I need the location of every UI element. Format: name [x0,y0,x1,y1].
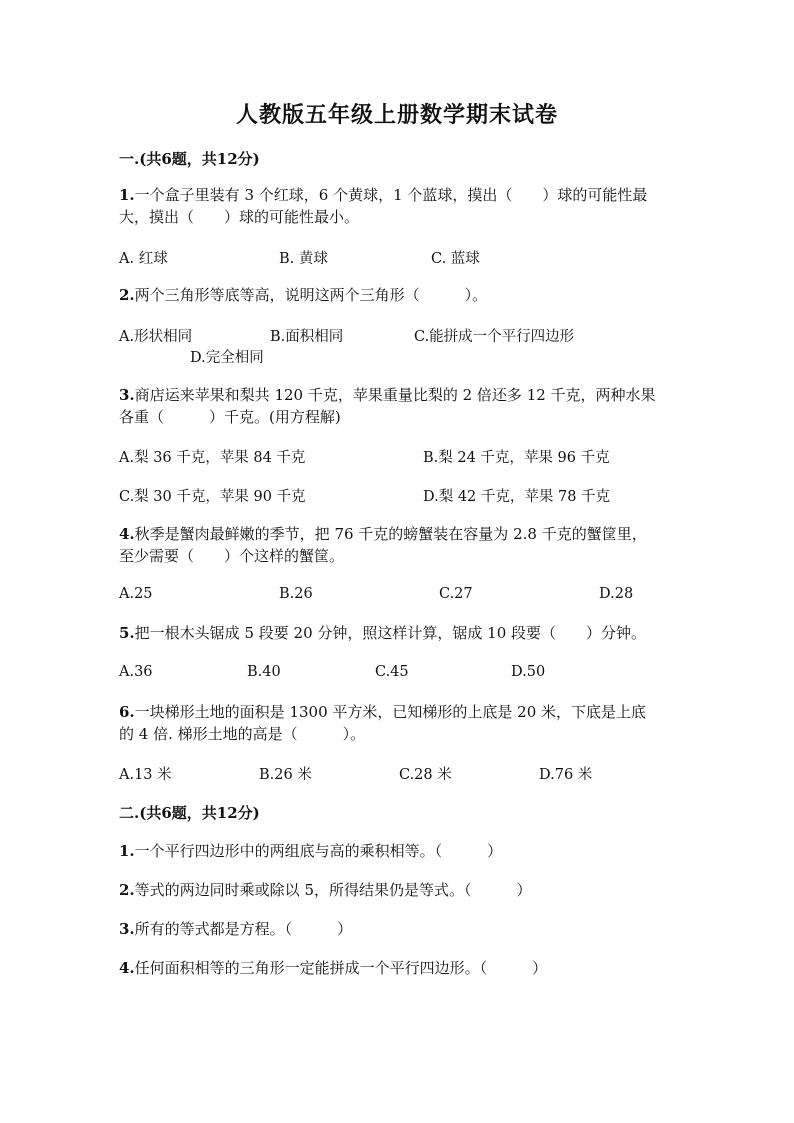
option-d[interactable]: D.28 [599,586,634,602]
question-number: 4. [119,525,135,543]
question-number: 6. [119,703,135,721]
section-heading-2: 二.(共6题，共12分) [119,804,260,822]
question-6 [119,701,679,745]
question-number: 2. [119,881,135,899]
option-b[interactable]: B. 黄球 [279,251,328,267]
question-text: 所有的等式都是方程。（ ） [134,920,353,938]
question-number: 5. [119,624,135,642]
option-c[interactable]: C.能拼成一个平行四边形 [414,329,575,345]
question-number: 4. [119,959,135,977]
option-c[interactable]: C.梨 30 千克，苹果 90 千克 [119,489,306,505]
question-text: 一块梯形土地的面积是 1300 平方米，已知梯形的上底是 20 米，下底是上底 [134,703,647,721]
question-text: 的 4 倍. 梯形土地的高是（ ）。 [119,725,366,743]
option-d[interactable]: D.50 [511,664,546,680]
option-b[interactable]: B.26 [279,586,313,602]
question-text: 把一根木头锯成 5 段要 20 分钟，照这样计算，锯成 10 段要（ ）分钟。 [134,624,647,642]
page-title: 人教版五年级上册数学期末试卷 [235,102,558,128]
question-text: 一个盒子里装有 3 个红球，6 个黄球，1 个蓝球，摸出（ ）球的可能性最 [134,186,648,204]
section-heading-1: 一.(共6题，共12分) [119,150,260,168]
judge-question-1 [119,840,679,862]
question-number: 3. [119,920,135,938]
question-text: 大，摸出（ ）球的可能性最小。 [119,208,360,226]
option-a[interactable]: A.13 米 [119,767,172,783]
question-4 [119,523,679,567]
question-1 [119,184,679,228]
question-text: 各重（ ）千克。(用方程解) [119,408,341,426]
option-d[interactable]: D.完全相同 [190,350,264,366]
option-b[interactable]: B.梨 24 千克，苹果 96 千克 [423,450,610,466]
judge-question-2 [119,879,679,901]
option-b[interactable]: B.26 米 [259,767,312,783]
judge-question-4 [119,957,679,979]
option-a[interactable]: A. 红球 [119,251,168,267]
question-5 [119,622,679,644]
question-number: 1. [119,842,135,860]
question-number: 1. [119,186,135,204]
question-text: 秋季是蟹肉最鲜嫩的季节，把 76 千克的螃蟹装在容量为 2.8 千克的蟹筐里， [134,525,647,543]
option-a[interactable]: A.形状相同 [119,329,193,345]
option-b[interactable]: B.面积相同 [270,329,344,345]
question-number: 2. [119,286,135,304]
option-c[interactable]: C.28 米 [399,767,452,783]
option-a[interactable]: A.25 [119,586,153,602]
option-b[interactable]: B.40 [247,664,281,680]
question-text: 等式的两边同时乘或除以 5，所得结果仍是等式。（ ） [134,881,532,899]
question-3 [119,384,679,428]
question-text: 两个三角形等底等高，说明这两个三角形（ ）。 [134,286,488,304]
question-number: 3. [119,386,135,404]
question-text: 商店运来苹果和梨共 120 千克，苹果重量比梨的 2 倍还多 12 千克，两种水果 [134,386,656,404]
option-c[interactable]: C.27 [439,586,473,602]
option-d[interactable]: D.梨 42 千克，苹果 78 千克 [423,489,611,505]
option-c[interactable]: C.45 [375,664,409,680]
judge-question-3 [119,918,679,940]
question-text: 任何面积相等的三角形一定能拼成一个平行四边形。（ ） [134,959,548,977]
option-c[interactable]: C. 蓝球 [431,251,480,267]
question-2 [119,284,679,306]
option-d[interactable]: D.76 米 [539,767,593,783]
question-text: 至少需要（ ）个这样的蟹筐。 [119,547,345,565]
question-text: 一个平行四边形中的两组底与高的乘积相等。（ ） [134,842,503,860]
option-a[interactable]: A.36 [119,664,153,680]
option-a[interactable]: A.梨 36 千克，苹果 84 千克 [119,450,306,466]
